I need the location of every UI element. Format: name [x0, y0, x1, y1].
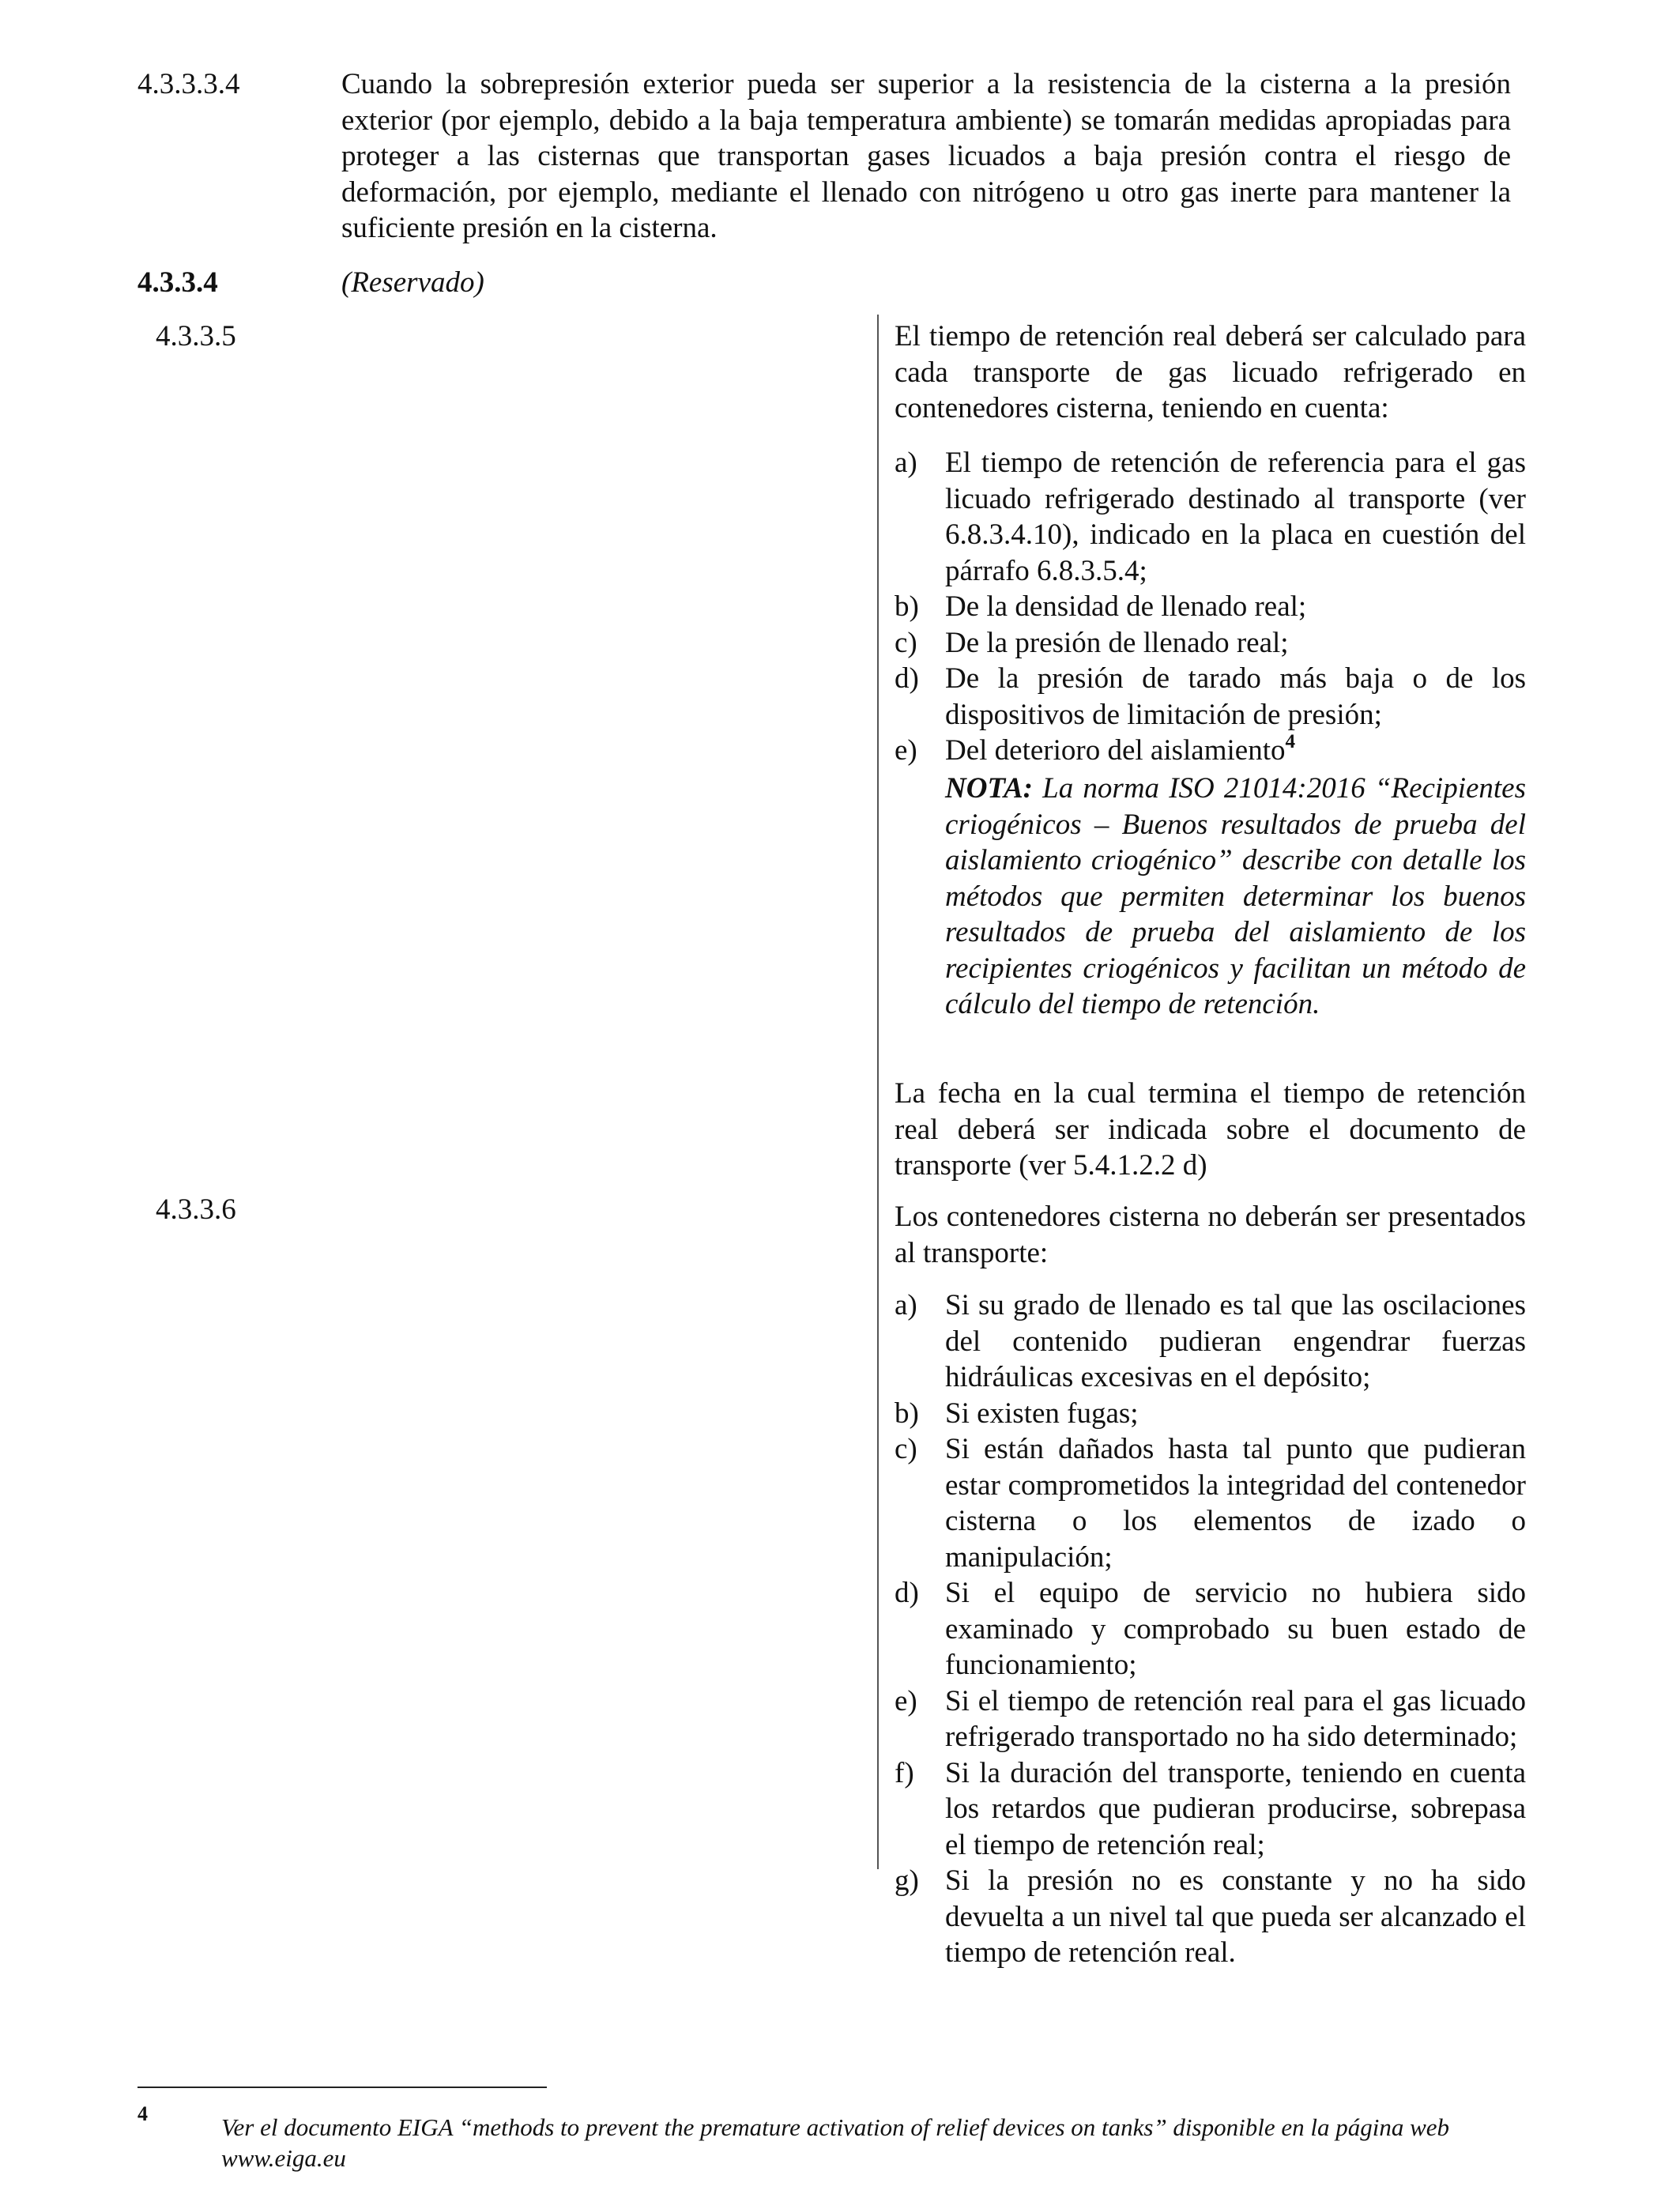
list-item: [895, 625, 1526, 662]
section-number-4-3-3-3-4: 4.3.3.3.4: [137, 68, 240, 100]
list-item: [895, 1287, 1526, 1396]
list-item-label: a): [895, 1289, 917, 1321]
change-bar: [877, 315, 879, 1869]
list-item: [895, 733, 1526, 769]
list-item: [895, 1396, 1526, 1432]
list-item-text: Del deterioro del aislamiento: [945, 734, 1286, 767]
list-item-label: f): [895, 1756, 914, 1789]
footnote-reference[interactable]: 4: [1285, 731, 1295, 752]
list-item: [895, 1755, 1526, 1864]
list-item-label: a): [895, 447, 917, 479]
list-item-text: De la presión de llenado real;: [945, 626, 1289, 659]
section-intro-4-3-3-5: El tiempo de retención real deberá ser calculado para cada transporte de gas licuado refrigerado en contenedores cisterna, teniendo en cuenta:: [895, 320, 1526, 424]
section-closing-4-3-3-5: La fecha en la cual termina el tiempo de retención real deberá ser indicada sobre el documento de transporte (ver 5.4.1.2.2 d): [895, 1077, 1526, 1182]
list-item: [895, 445, 1526, 589]
list-4-3-3-6: [895, 1287, 1526, 1971]
list-item-text: Si el tiempo de retención real para el gas licuado refrigerado transportado no ha sido determinado;: [945, 1684, 1526, 1753]
section-text-4-3-3-3-4: Cuando la sobrepresión exterior pueda ser superior a la resistencia de la cisterna a la presión exterior (por ejemplo, debido a la baja temperatura ambiente) se tomarán medidas apropiadas para proteger a las cisternas que transportan gases licuados a baja presión contra el riesgo de deformación, por ejemplo, mediante el llenado con nitrógeno u otro gas inerte para mantener la suficiente presión en la cisterna.: [341, 68, 1511, 244]
list-item-text: El tiempo de retención de referencia para el gas licuado refrigerado destinado al transporte (ver 6.8.3.4.10), indicado en la placa en cuestión del párrafo 6.8.3.5.4;: [945, 447, 1526, 587]
list-item-text: Si la duración del transporte, teniendo en cuenta los retardos que pudieran producirse, sobrepasa el tiempo de retención real;: [945, 1756, 1526, 1861]
list-item-text: Si están dañados hasta tal punto que pudieran estar comprometidos la integridad del contenedor cisterna o los elementos de izado o manipulación;: [945, 1433, 1526, 1574]
list-item: [895, 589, 1526, 625]
footnote-separator: [137, 2087, 547, 2088]
section-number-4-3-3-6: 4.3.3.6: [156, 1193, 236, 1226]
section-text-reservado: (Reservado): [341, 266, 484, 299]
list-item-label: c): [895, 1433, 917, 1465]
note-block: [945, 771, 1526, 1023]
list-item-text: Si su grado de llenado es tal que las oscilaciones del contenido pudieran engendrar fuerzas hidráulicas excesivas en el depósito;: [945, 1289, 1526, 1393]
footnote-number: 4: [137, 2102, 148, 2125]
list-item-text: De la presión de tarado más baja o de los dispositivos de limitación de presión;: [945, 662, 1526, 731]
note-text: La norma ISO 21014:2016 “Recipientes criogénicos – Buenos resultados de prueba del aislamiento criogénico” describe con detalle los métodos que permiten determinar los buenos resultados de prueba del aislamiento de los recipientes criogénicos y facilitan un método de cálculo del tiempo de retención.: [945, 772, 1527, 1020]
list-item: [895, 1431, 1526, 1575]
list-item-text: Si el equipo de servicio no hubiera sido examinado y comprobado su buen estado de funcionamiento;: [945, 1577, 1526, 1681]
note-label: NOTA:: [945, 772, 1033, 805]
list-item-label: b): [895, 590, 919, 623]
list-item-label: e): [895, 1684, 917, 1717]
list-item: [895, 1575, 1526, 1683]
list-item-label: d): [895, 1577, 919, 1609]
list-item: [895, 661, 1526, 733]
footnote-text: Ver el documento EIGA “methods to prevent the premature activation of relief devices on tanks” disponible en la página web www.eiga.eu: [221, 2113, 1450, 2172]
list-item-label: c): [895, 626, 917, 659]
list-item-text: Si existen fugas;: [945, 1397, 1139, 1430]
section-number-4-3-3-5: 4.3.3.5: [156, 320, 236, 352]
list-item-label: d): [895, 662, 919, 695]
list-item-label: e): [895, 734, 917, 767]
list-item-label: g): [895, 1864, 919, 1897]
list-item: [895, 1863, 1526, 1971]
list-item-text: De la densidad de llenado real;: [945, 590, 1307, 623]
list-item: [895, 1683, 1526, 1755]
list-item-label: b): [895, 1397, 919, 1430]
section-number-4-3-3-4: 4.3.3.4: [137, 266, 218, 299]
section-intro-4-3-3-6: Los contenedores cisterna no deberán ser presentados al transporte:: [895, 1201, 1526, 1269]
list-item-text: Si la presión no es constante y no ha sido devuelta a un nivel tal que pueda ser alcanzado el tiempo de retención real.: [945, 1864, 1526, 1969]
list-4-3-3-5: [895, 445, 1526, 769]
